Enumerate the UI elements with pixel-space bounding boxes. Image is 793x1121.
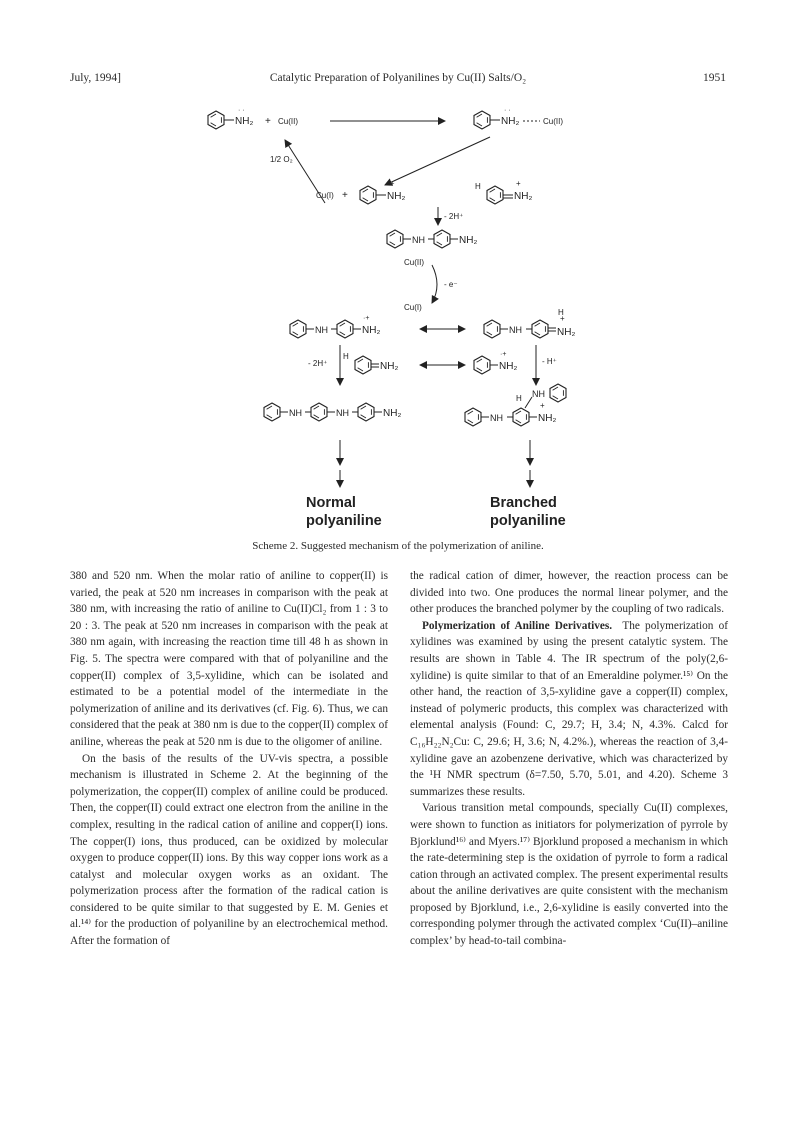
cation-mark: + bbox=[540, 401, 545, 410]
cu2-label: Cu(II) bbox=[404, 258, 424, 267]
cu2-label: Cu(II) bbox=[278, 117, 298, 126]
h-label: H bbox=[558, 308, 564, 317]
electron-transfer-arrow bbox=[385, 137, 490, 185]
aniline-radical-cation bbox=[474, 351, 517, 374]
running-header bbox=[70, 72, 726, 88]
lone-pair-dots: · · bbox=[238, 107, 245, 114]
nh2-label: NH₂ bbox=[459, 235, 478, 246]
h-label: H bbox=[343, 352, 349, 361]
radical-cation-mark: ·+ bbox=[500, 351, 507, 358]
header-page-number: 1951 bbox=[703, 72, 726, 84]
nh2-label: NH₂ bbox=[514, 191, 533, 202]
cation-mark: + bbox=[516, 179, 521, 188]
cu2-label: Cu(II) bbox=[543, 117, 563, 126]
radical-cation-mark: ·+ bbox=[388, 181, 395, 188]
nh-label: NH bbox=[490, 413, 503, 423]
dimer-radical-cation bbox=[290, 315, 380, 338]
nh2-label: NH₂ bbox=[235, 116, 254, 127]
paragraph bbox=[410, 618, 728, 801]
header-title: Catalytic Preparation of Polyanilines by Cu(II) Salts/O₂ bbox=[269, 72, 527, 84]
oxygen-label: 1/2 O₂ bbox=[270, 155, 293, 164]
paragraph-text: The polymerization of xylidines was examined by using the present catalytic system. The results are shown in Table 4. The IR spectrum of the poly(2,6-xylidine) is quite similar to that of an Emeraldine polymer.¹⁵⁾ On the other hand, the reaction of 3,5-xylidine gave a copper(II) complex, instead of polymeric products, this complex was characterized with elemental analysis (Found: C, 29.7; H, 3.4; N, 4.3%. Calcd for C₁₆H₂₂N₂Cu: C, 29.6; H, 3.6; N, 4.2%.), whereas the reaction of 3,4-xylidine gave an azobenzene derivative, which was characterized by the ¹H NMR spectrum (δ=7.50, 5.70, 5.01, and 4.20). Scheme 3 summarizes these results. bbox=[410, 619, 728, 798]
copper-aniline-complex bbox=[474, 107, 563, 129]
cu1-label: Cu(I) bbox=[316, 191, 334, 200]
branched-product-label-2: polyaniline bbox=[490, 513, 566, 529]
quinoid-cation bbox=[343, 352, 398, 374]
header-date: July, 1994] bbox=[70, 72, 122, 84]
oxidation-arrow bbox=[432, 265, 437, 303]
left-column bbox=[70, 568, 388, 950]
nh-label: NH bbox=[336, 408, 349, 418]
paragraph: 380 and 520 nm. When the molar ratio of aniline to copper(II) is varied, the peak at 520 nm increases in comparison with the peak at 380 nm, with increasing the ratio of aniline to Cu(II)Cl₂ from 1 : 3 to 20 : 3. The peak at 520 nm increases in comparison with the peak at 380 nm again, with increasing the reaction time till 48 h as shown in Fig. 5. The spectra were compared with that of polyaniline and the copper(II) complex of 3,5-xylidine, which can be isolated and estimated to be a potential model of the intermediate in the polymerization of aniline and its derivatives (cf. Fig. 6). Thus, we can considered that the peak at 380 nm is due to the copper(II) complex of aniline, whereas the peak at 520 nm is due to the oligomer of aniline. bbox=[70, 570, 388, 748]
cu1-label: Cu(I) bbox=[404, 303, 422, 312]
nh-label: NH bbox=[509, 325, 522, 335]
paragraph: the radical cation of dimer, however, the reaction process can be divided into two. One produces the normal linear polymer, and the other produces the branched polymer by the coupling of two radicals. bbox=[410, 570, 728, 616]
aniline-radical-cation bbox=[360, 181, 405, 204]
minus-e-label: - e⁻ bbox=[444, 280, 458, 289]
dimer-quinoid-cation bbox=[484, 308, 575, 338]
nh-label: NH bbox=[289, 408, 302, 418]
nh2-label: NH₂ bbox=[362, 325, 381, 336]
branched-trimer bbox=[465, 384, 566, 426]
nh2-label: NH₂ bbox=[501, 116, 520, 127]
paragraph: Various transition metal compounds, specially Cu(II) complexes, were shown to function as initiators for polymerization of pyrrole by Bjorklund¹⁶⁾ and Myers.¹⁷⁾ Bjorklund proposed a mechanism in which the rate-determining step is the oxidation of pyrrole to form a radical cation through an activated complex. The present experimental results about the aniline derivatives are quite consistent with the mechanism proposed by Bjorklund, i.e., 2,6-xylidine is easily converted into the corresponding polymer through the activated complex ‘Cu(II)–aniline complex’ by head-to-tail combina- bbox=[410, 802, 728, 948]
cation-mark: + bbox=[560, 314, 565, 323]
aniline-dimer bbox=[387, 230, 477, 248]
minus-2h-b-label: - 2H⁺ bbox=[308, 359, 328, 368]
nh-label: NH bbox=[315, 325, 328, 335]
minus-2h-label: - 2H⁺ bbox=[444, 212, 464, 221]
normal-product-label-2: polyaniline bbox=[306, 513, 382, 529]
right-column bbox=[410, 568, 728, 950]
reaction-scheme bbox=[180, 95, 620, 535]
plus-sign: + bbox=[265, 116, 271, 127]
normal-trimer bbox=[264, 403, 401, 421]
minus-h-label: - H⁺ bbox=[542, 357, 557, 366]
nh2-label: NH₂ bbox=[387, 191, 406, 202]
radical-cation-mark: ·+ bbox=[363, 315, 370, 322]
h-label: H bbox=[475, 182, 481, 191]
nh2-label: NH₂ bbox=[380, 361, 399, 372]
scheme-caption: Scheme 2. Suggested mechanism of the polymerization of aniline. bbox=[252, 540, 544, 552]
quinoid-cation bbox=[475, 179, 532, 204]
normal-product-label: Normal bbox=[306, 495, 356, 511]
nh-label: NH bbox=[412, 235, 425, 245]
nh2-label: NH₂ bbox=[557, 327, 576, 338]
lone-pair-dots: · · bbox=[504, 107, 511, 114]
plus-sign: + bbox=[342, 190, 348, 201]
nh2-label: NH₂ bbox=[383, 408, 402, 419]
nh2-label: NH₂ bbox=[538, 413, 557, 424]
branched-product-label: Branched bbox=[490, 495, 557, 511]
nh-label: NH bbox=[532, 389, 545, 399]
section-heading: Polymerization of Aniline Derivatives. bbox=[422, 619, 613, 632]
paragraph: On the basis of the results of the UV-vis spectra, a possible mechanism is illustrated in Scheme 2. At the beginning of the polymerization, the copper(II) complex of aniline could be produced. Then, the copper(II) could extract one electron from the aniline in the complex, resulting in the radical cation of aniline and copper(I) ions. The copper(I) ions, thus produced, can be oxidized by molecular oxygen to produce copper(II) ions. By this way copper ions work as a catalyst and molecular oxygen works as an oxidant. The polymerization process after the formation of the radical cation is considered to be quite similar to that suggested by E. M. Genies et al.¹⁴⁾ for the production of polyaniline by an electrochemical method. After the formation of bbox=[70, 752, 388, 948]
aniline-molecule bbox=[208, 107, 253, 129]
nh2-label: NH₂ bbox=[499, 361, 518, 372]
h-label: H bbox=[516, 394, 522, 403]
